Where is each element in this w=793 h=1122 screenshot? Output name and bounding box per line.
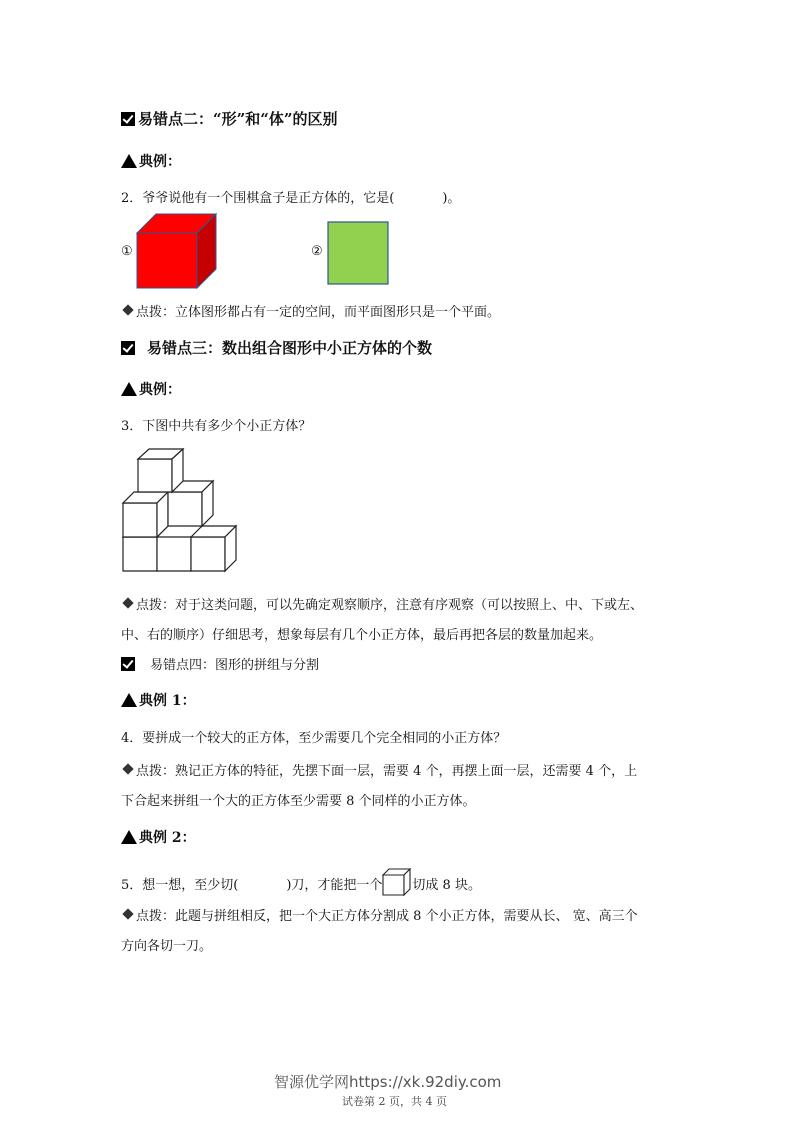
diamond-bullet-icon — [122, 908, 133, 919]
triangle-icon — [121, 154, 137, 168]
cube-face — [191, 537, 225, 571]
question-4: 4．要拼成一个较大的正方体，至少需要几个完全相同的小正方体？ — [121, 731, 507, 746]
cube-face — [138, 459, 172, 492]
green-square-figure — [327, 221, 389, 285]
example-heading-4-1: 典例 1： — [121, 690, 196, 710]
red-cube-figure — [136, 213, 218, 289]
tip-2: 点拨：立体图形都占有一定的空间，而平面图形只是一个平面。 — [121, 301, 500, 320]
page-number: 试卷第 2 页，共 4 页 — [342, 1095, 447, 1108]
green-square — [328, 222, 388, 284]
question-5: 5．想一想，至少切( )刀，才能把一个 切成 8 块。 — [121, 868, 481, 896]
triangle-icon — [121, 693, 137, 707]
example-heading-2: 典例： — [121, 151, 181, 171]
tip-4-line-1: 点拨：熟记正方体的特征，先摆下面一层，需要 4 个，再摆上面一层，还需要 4 个，上 — [121, 760, 637, 779]
tip-3-line-2: 中、右的顺序）仔细思考，想象每层有几个小正方体，最后再把各层的数量加起来。 — [121, 628, 603, 643]
diamond-bullet-icon — [122, 763, 133, 774]
example-heading-4-2: 典例 2： — [121, 827, 196, 847]
stacked-cubes-figure — [120, 448, 245, 576]
option-2-label: ② — [311, 244, 323, 259]
checkbox-icon — [121, 112, 135, 126]
cube-face — [123, 537, 157, 571]
small-cube-icon — [382, 868, 412, 896]
watermark-text: 智源优学网https://xk.92diy.com — [274, 1073, 502, 1091]
cube-face — [123, 503, 157, 537]
tip-4-line-2: 下合起来拼组一个大的正方体至少需要 8 个同样的小正方体。 — [121, 794, 476, 809]
section-title-2: 易错点二：“形”和“体”的区别 — [121, 108, 338, 129]
tip-3-line-1: 点拨：对于这类问题，可以先确定观察顺序，注意有序观察（可以按照上、中、下或左、 — [121, 594, 643, 613]
cube-face — [168, 492, 202, 526]
checkbox-icon — [121, 657, 135, 671]
cube-face — [157, 537, 191, 571]
diamond-bullet-icon — [122, 304, 133, 315]
triangle-icon — [121, 830, 137, 844]
example-heading-3: 典例： — [121, 379, 181, 399]
question-3: 3．下图中共有多少个小正方体？ — [121, 419, 312, 434]
diamond-bullet-icon — [122, 597, 133, 608]
triangle-icon — [121, 382, 137, 396]
section-title-4: 易错点四：图形的拼组与分割 — [121, 654, 319, 673]
checkbox-icon — [121, 341, 135, 355]
cube-front-face — [137, 233, 197, 288]
question-2: 2．爷爷说他有一个围棋盒子是正方体的，它是( )。 — [121, 191, 461, 206]
section-title-3: 易错点三：数出组合图形中小正方体的个数 — [121, 337, 432, 358]
tip-5-line-1: 点拨：此题与拼组相反，把一个大正方体分割成 8 个小正方体，需要从长、 宽、高三个 — [121, 905, 638, 924]
option-1-label: ① — [121, 244, 133, 259]
tip-5-line-2: 方向各切一刀。 — [121, 939, 213, 954]
